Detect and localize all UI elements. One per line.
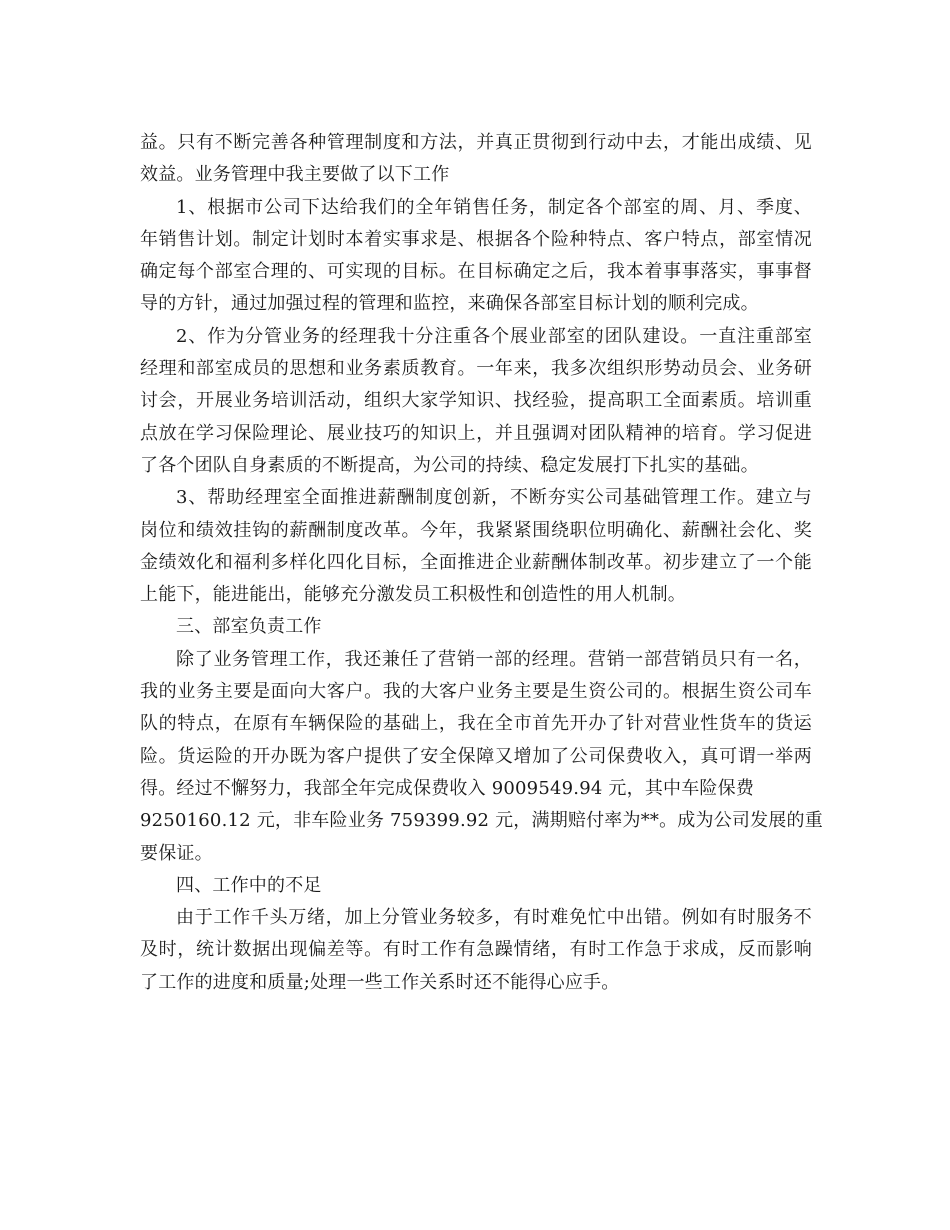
- text-line: 确定每个部室合理的、可实现的目标。在目标确定之后，我本着事事落实，事事督: [140, 261, 812, 283]
- text-line: 导的方针，通过加强过程的管理和监控，来确保各部室目标计划的顺利完成。: [140, 293, 759, 315]
- text-line: 金绩效化和福利多样化四化目标，全面推进企业薪酬体制改革。初步建立了一个能: [140, 551, 812, 573]
- text-line: 讨会，开展业务培训活动，组织大家学知识、找经验，提高职工全面素质。培训重: [140, 390, 812, 412]
- text-line: 及时，统计数据出现偏差等。有时工作有急躁情绪，有时工作急于求成，反而影响: [140, 939, 812, 961]
- text-line: 了工作的进度和质量;处理一些工作关系时还不能得心应手。: [140, 971, 620, 993]
- text-line: 险。货运险的开办既为客户提供了安全保障又增加了公司保费收入，真可谓一举两: [140, 745, 812, 767]
- text-line: 我的业务主要是面向大客户。我的大客户业务主要是生资公司的。根据生资公司车: [140, 681, 812, 703]
- text-line: 由于工作千头万绪，加上分管业务较多，有时难免忙中出错。例如有时服务不: [176, 907, 812, 929]
- text-line: 1、根据市公司下达给我们的全年销售任务，制定各个部室的周、月、季度、: [176, 196, 812, 218]
- section-heading: 四、工作中的不足: [176, 874, 322, 896]
- text-line: 了各个团队自身素质的不断提高，为公司的持续、稳定发展打下扎实的基础。: [140, 454, 759, 476]
- text-line: 益。只有不断完善各种管理制度和方法，并真正贯彻到行动中去，才能出成绩、见: [140, 132, 812, 153]
- text-line: 2、作为分管业务的经理我十分注重各个展业部室的团队建设。一直注重部室: [176, 325, 812, 347]
- text-line: 9250160.12 元，非车险业务 759399.92 元，满期赔付率为**。成为公司发展的重: [140, 810, 823, 832]
- text-line: 点放在学习保险理论、展业技巧的知识上，并且强调对团队精神的培育。学习促进: [140, 422, 812, 444]
- text-line: 得。经过不懈努力，我部全年完成保费收入 9009549.94 元，其中车险保费: [140, 777, 755, 799]
- text-line: 效益。业务管理中我主要做了以下工作: [140, 164, 450, 186]
- text-line: 年销售计划。制定计划时本着实事求是、根据各个险种特点、客户特点，部室情况: [140, 228, 812, 250]
- text-line: 队的特点，在原有车辆保险的基础上，我在全市首先开办了针对营业性货车的货运: [140, 713, 812, 735]
- text-line: 上能下，能进能出，能够充分激发员工积极性和创造性的用人机制。: [140, 584, 686, 606]
- text-line: 要保证。: [140, 842, 213, 864]
- text-line: 3、帮助经理室全面推进薪酬制度创新，不断夯实公司基础管理工作。建立与: [176, 487, 812, 509]
- text-line: 经理和部室成员的思想和业务素质教育。一年来，我多次组织形势动员会、业务研: [140, 358, 812, 380]
- section-heading: 三、部室负责工作: [176, 616, 322, 638]
- text-line: 除了业务管理工作，我还兼任了营销一部的经理。营销一部营销员只有一名，: [176, 648, 812, 670]
- text-line: 岗位和绩效挂钩的薪酬制度改革。今年，我紧紧围绕职位明确化、薪酬社会化、奖: [140, 519, 812, 541]
- document-body: [140, 127, 823, 999]
